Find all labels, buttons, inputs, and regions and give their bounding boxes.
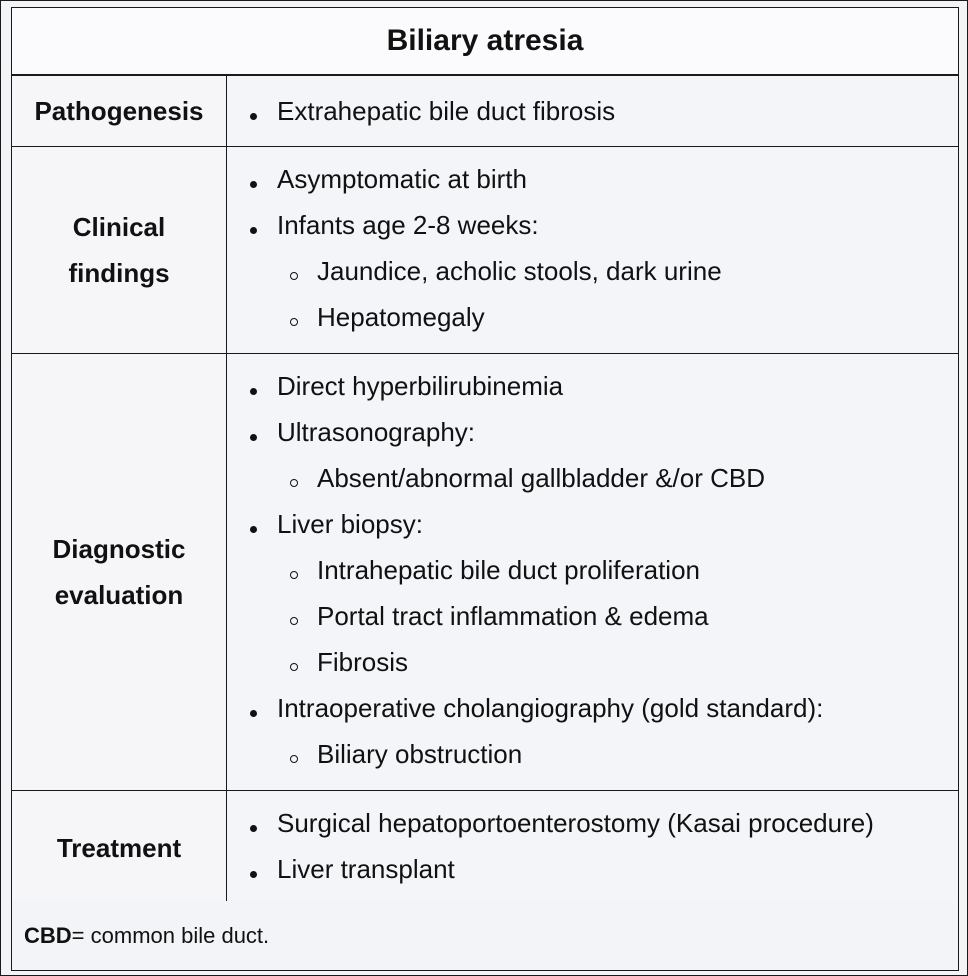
row-heading-line: findings <box>68 258 170 288</box>
list-item-text: Direct hyperbilirubinemia <box>277 370 564 401</box>
footnote-abbreviation: CBD <box>24 922 72 948</box>
list-item <box>227 846 958 892</box>
row-heading-line: Clinical <box>72 212 166 242</box>
row-heading <box>12 147 227 354</box>
row-heading-line: evaluation <box>54 580 184 610</box>
list-item-text: Liver transplant <box>277 853 455 884</box>
sub-list-item <box>227 731 958 777</box>
list-item-text: Liver biopsy: <box>277 508 423 539</box>
footnote-definition: = common bile duct. <box>71 922 270 948</box>
table-row-clinical-findings <box>12 147 959 354</box>
bullet-ring-icon <box>287 256 317 287</box>
bullet-ring-icon <box>287 739 317 770</box>
row-body <box>227 354 959 791</box>
list-item-text: Asymptomatic at birth <box>277 163 527 194</box>
bullet-dot-icon <box>247 854 277 885</box>
row-heading <box>12 791 227 906</box>
list-item-text: Intraoperative cholangiography (gold standard): <box>277 692 824 723</box>
row-heading <box>12 76 227 147</box>
sub-list-item <box>227 294 958 340</box>
bullet-ring-icon <box>287 601 317 632</box>
row-body <box>227 791 959 906</box>
list-item-text: Portal tract inflammation & edema <box>317 600 709 631</box>
bullet-dot-icon <box>247 96 277 127</box>
table-row-treatment <box>12 791 959 906</box>
sub-list-item <box>227 455 958 501</box>
list-item-text: Fibrosis <box>317 646 409 677</box>
bullet-dot-icon <box>247 808 277 839</box>
bullet-dot-icon <box>247 509 277 540</box>
list-item-text: Extrahepatic bile duct fibrosis <box>277 95 616 126</box>
list-item-text: Hepatomegaly <box>317 301 485 332</box>
row-heading-line: Pathogenesis <box>34 96 204 126</box>
bullet-dot-icon <box>247 693 277 724</box>
list-item-text: Biliary obstruction <box>317 738 523 769</box>
list-item <box>227 501 958 547</box>
list-item-text: Jaundice, acholic stools, dark urine <box>317 255 722 286</box>
list-item <box>227 156 958 202</box>
bullet-dot-icon <box>247 164 277 195</box>
table-title: Biliary atresia <box>11 7 959 75</box>
sub-list-item <box>227 639 958 685</box>
footnote <box>11 901 959 971</box>
list-item-text: Surgical hepatoportoenterostomy (Kasai procedure) <box>277 807 874 838</box>
list-item <box>227 363 958 409</box>
bullet-ring-icon <box>287 463 317 494</box>
list-item <box>227 800 958 846</box>
sub-list-item <box>227 248 958 294</box>
bullet-ring-icon <box>287 302 317 333</box>
row-heading-line: Treatment <box>56 833 182 863</box>
sub-list-item <box>227 547 958 593</box>
table-row-pathogenesis <box>12 76 959 147</box>
list-item-text: Intrahepatic bile duct proliferation <box>317 554 701 585</box>
row-body <box>227 76 959 147</box>
list-item <box>227 202 958 248</box>
list-item-text: Absent/abnormal gallbladder &/or CBD <box>317 462 766 493</box>
bullet-dot-icon <box>247 210 277 241</box>
list-item-text: Ultrasonography: <box>277 416 475 447</box>
list-item <box>227 88 958 134</box>
list-item-text: Infants age 2-8 weeks: <box>277 209 539 240</box>
table-row-diagnostic-evaluation <box>12 354 959 791</box>
list-item <box>227 685 958 731</box>
row-heading-line: Diagnostic <box>52 534 186 564</box>
content-table <box>11 75 959 906</box>
list-item <box>227 409 958 455</box>
bullet-ring-icon <box>287 647 317 678</box>
row-body <box>227 147 959 354</box>
bullet-dot-icon <box>247 417 277 448</box>
bullet-ring-icon <box>287 555 317 586</box>
sub-list-item <box>227 593 958 639</box>
bullet-dot-icon <box>247 371 277 402</box>
row-heading <box>12 354 227 791</box>
